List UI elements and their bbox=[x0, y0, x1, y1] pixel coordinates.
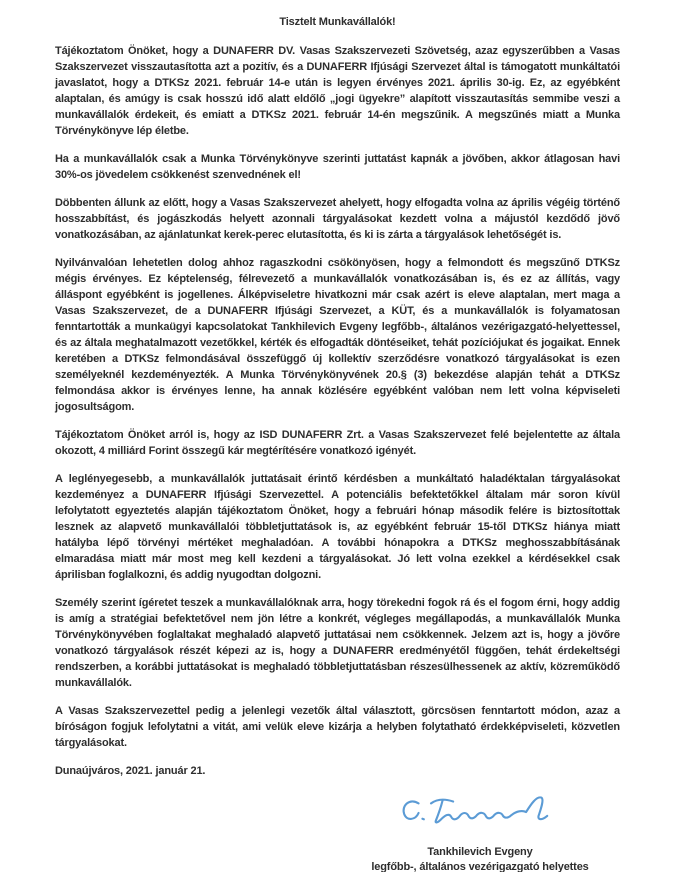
signature-stroke-e bbox=[404, 801, 424, 819]
signatory-name: Tankhilevich Evgeny bbox=[427, 846, 533, 858]
letter-paragraph-6: A leglényegesebb, a munkavállalók juttatásait érintő kérdésben a munkáltató haladéktalan tárgyalásokat kezdeményez a DUNAFERR Ifjúsági Szervezettel. A potenciális befektetőkkel általam már soron kívül lefolytatott egyeztetés alapján tájékoztatom Önöket, hogy a februári hónap második felére is biztosítottak lesznek az alapvető munkavállalói többletjuttatások is, az egyébként február 15-től DTKSz hiánya miatt hatályba lépő törvényi mértéket meghaladóan. A további hónapokra a DTKSz meghosszabbításának elmaradása miatt már most meg kell kezdeni a tárgyalásokat. Jó lett volna ezekkel a kérdésekkel csak áprilisban foglalkozni, és addig nyugodtan dolgozni. bbox=[55, 473, 620, 581]
signature-scribble bbox=[385, 789, 575, 837]
letter-paragraph-3: Döbbenten állunk az előtt, hogy a Vasas Szakszervezet ahelyett, hogy elfogadta volna az április végéig történő hosszabbítást, és jogászkodás helyett azonnali tárgyalásokat kezdett volna a májustól kezdődő jövő vonatkozásában, az ajánlatunkat kerek-perec elutasította, és ki is zárta a tárgyalások lehetőségét is. bbox=[55, 197, 620, 241]
dateline: Dunaújváros, 2021. január 21. bbox=[55, 765, 206, 777]
letter-paragraph-4: Nyilvánvalóan lehetetlen dolog ahhoz ragaszkodni csökönyösen, hogy a felmondott és megszűnő DTKSz mégis érvényes. Ez képtelenség, félrevezető a munkavállalók vonatkozásában is, és ez az állítás, vagy álláspont egyébként is jogellenes. Álképviseletre hivatkozni már csak azért is eleve alaptalan, mert maga a Vasas Szakszervezet, de a DUNAFERR Ifjúsági Szervezet, a KÜT, és a munkavállalók is folyamatosan fenntartották a munkaügyi kapcsolatokat Tankhilevich Evgeny legfőbb-, általános vezérigazgató-helyettessel, és az általa meghatalmazott vezetőkkel, kérték és elfogadták döntéseiket, tehát pozíciójukat és jogaikat. Ennek keretében a DTKSz felmondásával összefüggő új kollektív szerződésre vonatkozó tárgyalásokat is ezen személyeknél kezdeményezték. A Munka Törvénykönyvének 20.§ (3) bekezdése alapján tehát a DTKSz felmondása akkor is érvényes lenne, ha annak közlésére egyébként valóban nem lett volna képviseleti jogosultságom. bbox=[55, 257, 620, 413]
letter-title: Tisztelt Munkavállalók! bbox=[279, 16, 396, 28]
letter-paragraph-7: Személy szerint ígéretet teszek a munkavállalóknak arra, hogy törekedni fogok rá és el fogom érni, hogy addig is amíg a stratégiai befektetővel nem jön létre a konkrét, végleges megállapodás, a munkavállalók Munka Törvénykönyvében foglaltakat meghaladó alapvető juttatásai nem csökkennek. Jelzem azt is, hogy a jövőre vonatkozó tárgyalások részét képezi az is, hogy a DUNAFERR eredményétől függően, tehát érdekeltségi rendszerben, a korábbi juttatásokat is meghaladó többletjuttatásban részesülhessenek az aktív, közreműködő munkavállalók. bbox=[55, 597, 620, 689]
letter-paragraph-1: Tájékoztatom Önöket, hogy a DUNAFERR DV. Vasas Szakszervezeti Szövetség, azaz egyszerűbben a Vasas Szakszervezet visszautasította azt a pozitív, és a DUNAFERR Ifjúsági Szervezet által is támogatott munkáltatói javaslatot, hogy a DTKSz 2021. február 14-e után is legyen érvényes 2021. április 30-ig. Ez, az egyébként alaptalan, és amúgy is csak hosszú idő alatt eldőlő „jogi ügyekre” alapított visszautasítás semmibe veszi a munkavállalók érdekeit, és emiatt a DTKSz 2021. február 14-én megszűnik. A megszűnés miatt a Munka Törvénykönyve lép életbe. bbox=[55, 45, 620, 137]
signature-stroke-t-wave bbox=[431, 797, 547, 822]
signature-block bbox=[325, 789, 635, 872]
signatory-role: legfőbb-, általános vezérigazgató helyettes bbox=[371, 861, 589, 872]
letter-paragraph-2: Ha a munkavállalók csak a Munka Törvénykönyve szerinti juttatást kapnák a jövőben, akkor átlagosan havi 30%-os jövedelem csökkenést szenvednének el! bbox=[55, 153, 620, 181]
letter-paragraph-8: A Vasas Szakszervezettel pedig a jelenlegi vezetők által választott, görcsösen fenntartott módon, azaz a bíróságon fogjuk lefolytatni a vitát, ami velük eleve kizárja a helyben folytatható érdekképviseleti, közvetlen tárgyalásokat. bbox=[55, 705, 620, 749]
letter-paragraph-5: Tájékoztatom Önöket arról is, hogy az ISD DUNAFERR Zrt. a Vasas Szakszervezet felé bejelentette az általa okozott, 4 milliárd Forint összegű kár megtérítésére vonatkozó igényét. bbox=[55, 429, 620, 457]
